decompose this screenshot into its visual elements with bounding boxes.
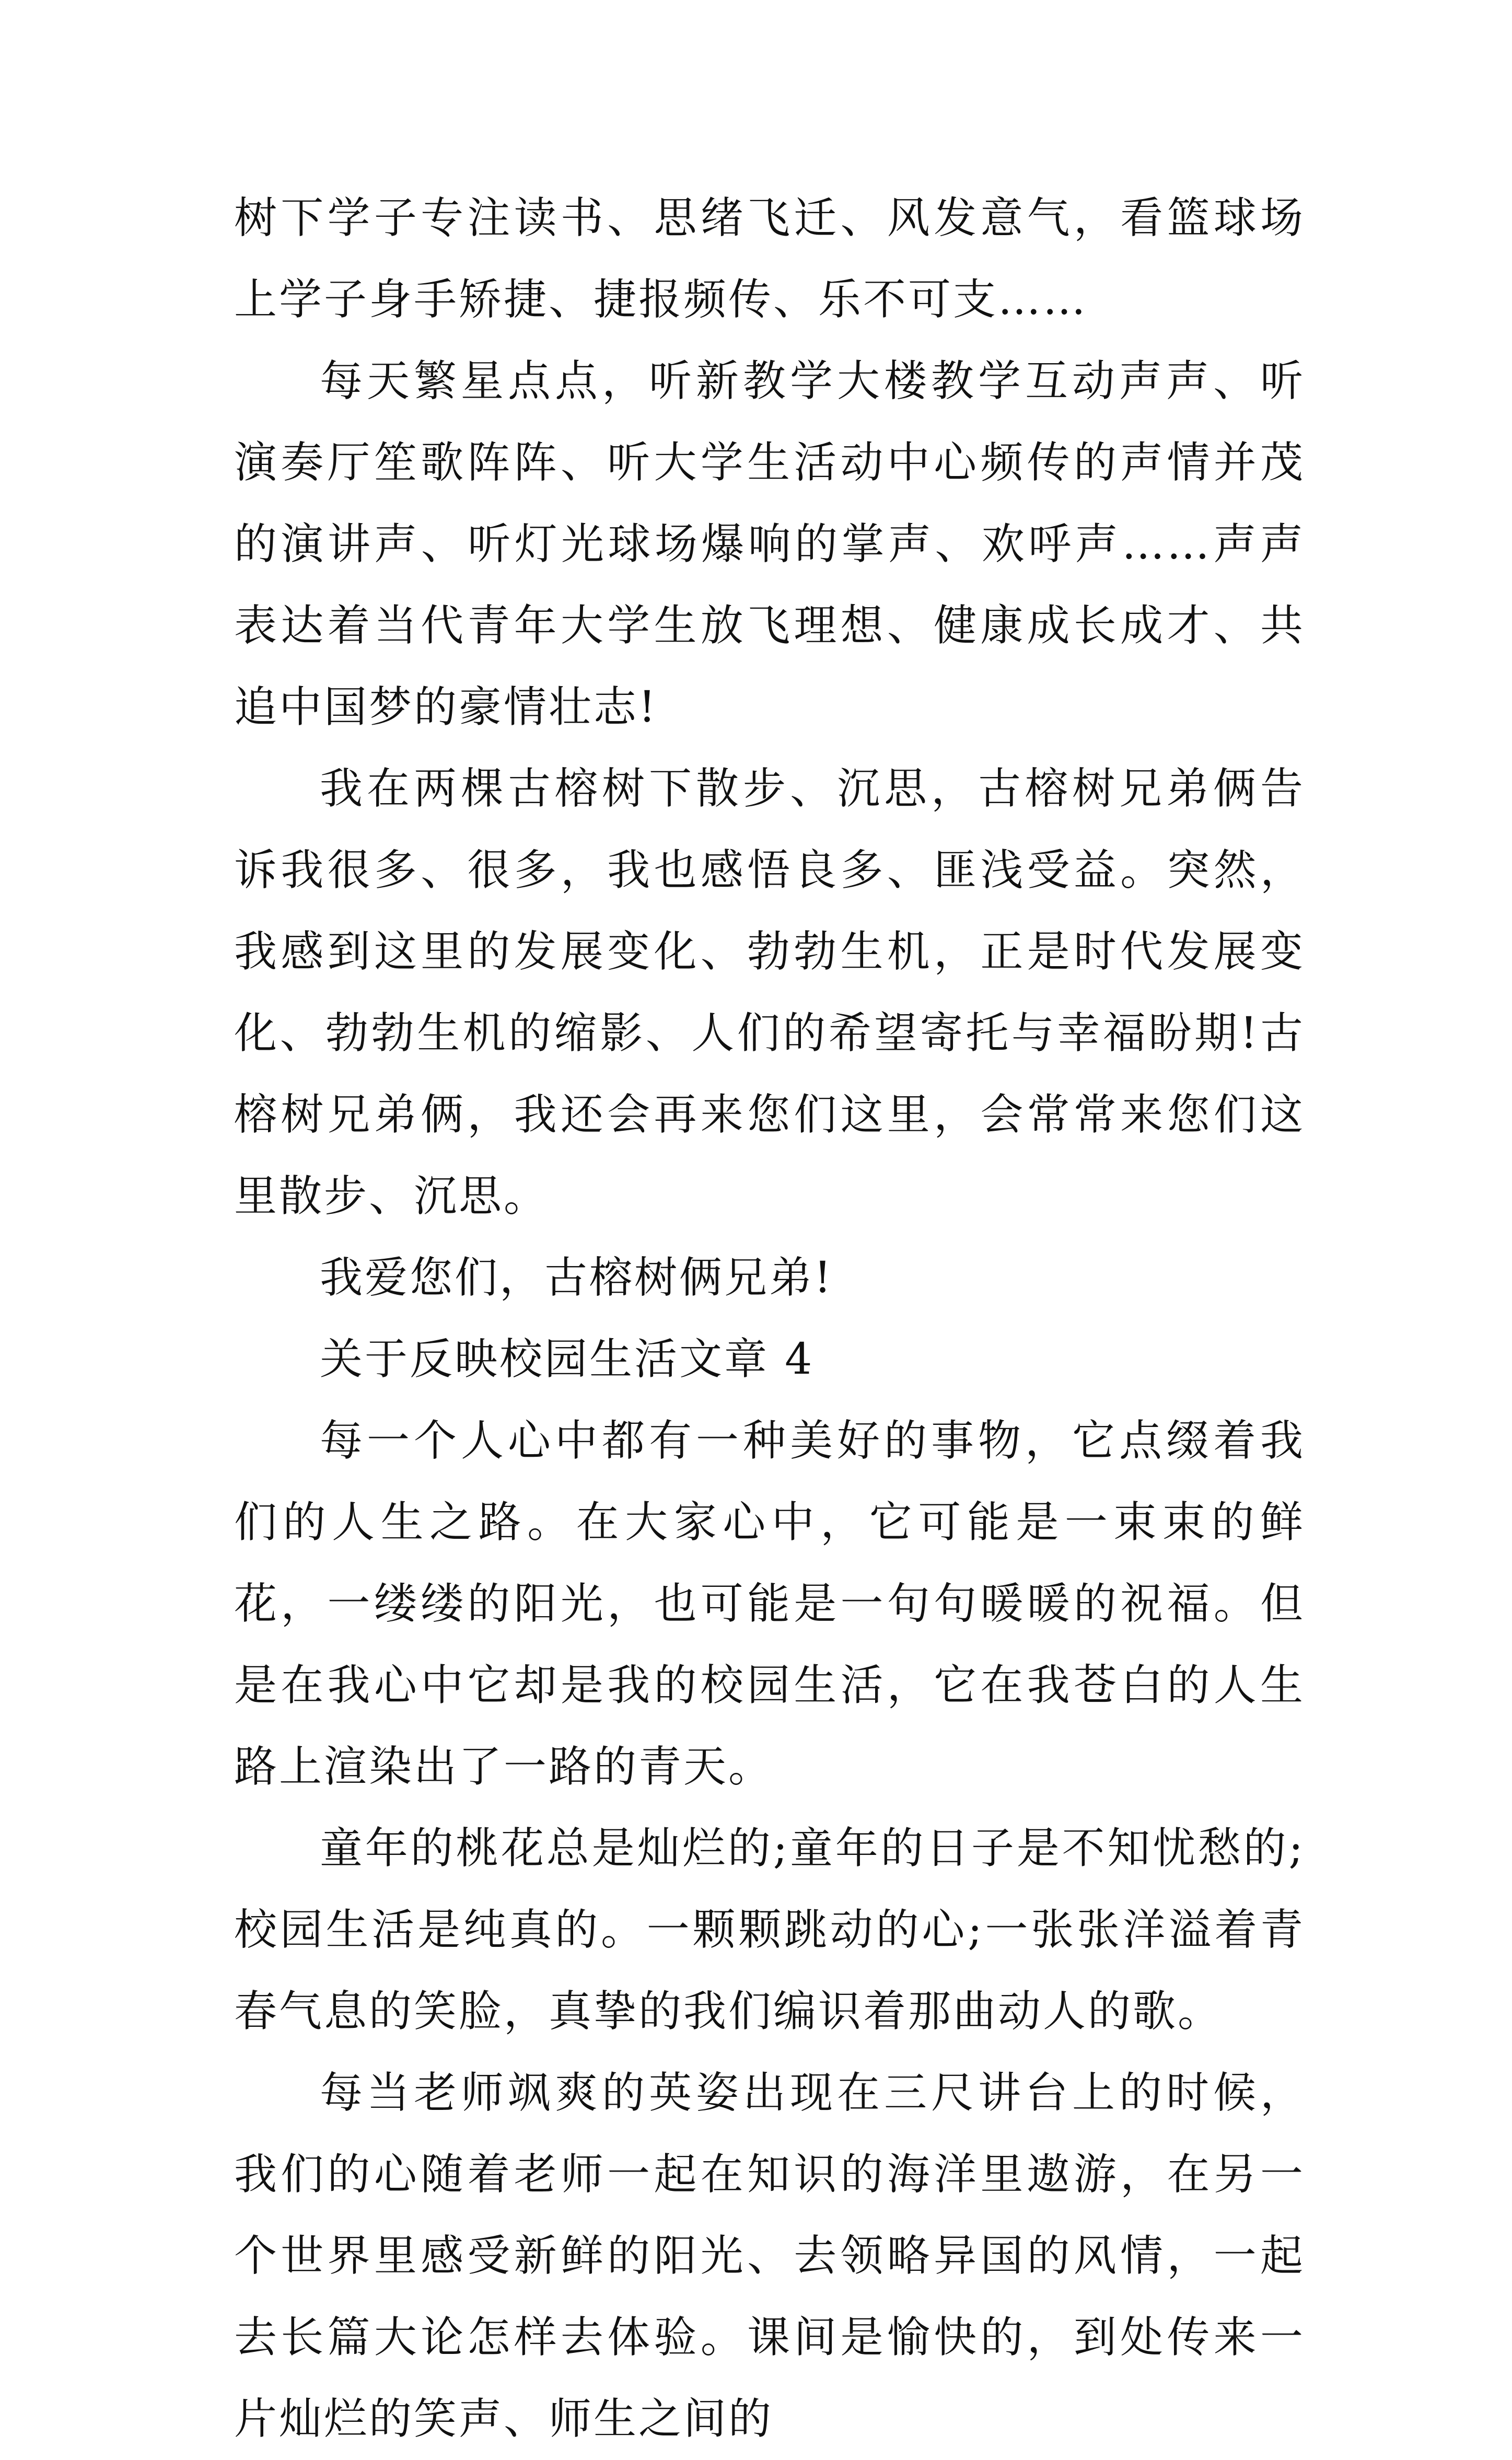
paragraph-4: 我爱您们，古榕树俩兄弟!: [320, 1253, 833, 1303]
paragraph-6: 每一个人心中都有一种美好的事物，它点缀着我们的人生之路。在大家心中，它可能是一束束的鲜花，一缕缕的阳光，也可能是一句句暖暖的祝福。但是在我心中它却是我的校园生活，它在我苍白的人生路上渲染出了一路的青天。: [234, 1416, 1305, 1792]
document-body: [234, 178, 1305, 2460]
paragraph-2: 每天繁星点点，听新教学大楼教学互动声声、听演奏厅笙歌阵阵、听大学生活动中心频传的声情并茂的演讲声、听灯光球场爆响的掌声、欢呼声……声声表达着当代青年大学生放飞理想、健康成长成才、共追中国梦的豪情壮志!: [234, 356, 1305, 732]
paragraph-7: 童年的桃花总是灿烂的;童年的日子是不知忧愁的;校园生活是纯真的。一颗颗跳动的心;一张张洋溢着青春气息的笑脸，真挚的我们编识着那曲动人的歌。: [234, 1824, 1305, 2036]
paragraph-3: 我在两棵古榕树下散步、沉思，古榕树兄弟俩告诉我很多、很多，我也感悟良多、匪浅受益。突然，我感到这里的发展变化、勃勃生机，正是时代发展变化、勃勃生机的缩影、人们的希望寄托与幸福盼期!古榕树兄弟俩，我还会再来您们这里，会常常来您们这里散步、沉思。: [234, 764, 1305, 1221]
paragraph-1: 树下学子专注读书、思绪飞迁、风发意气，看篮球场上学子身手矫捷、捷报频传、乐不可支……: [234, 193, 1305, 324]
section-heading: 关于反映校园生活文章 4: [320, 1335, 815, 1384]
paragraph-8: 每当老师飒爽的英姿出现在三尺讲台上的时候，我们的心随着老师一起在知识的海洋里遨游，在另一个世界里感受新鲜的阳光、去领略异国的风情，一起去长篇大论怎样去体验。课间是愉快的，到处传来一片灿烂的笑声、师生之间的: [234, 2068, 1305, 2444]
